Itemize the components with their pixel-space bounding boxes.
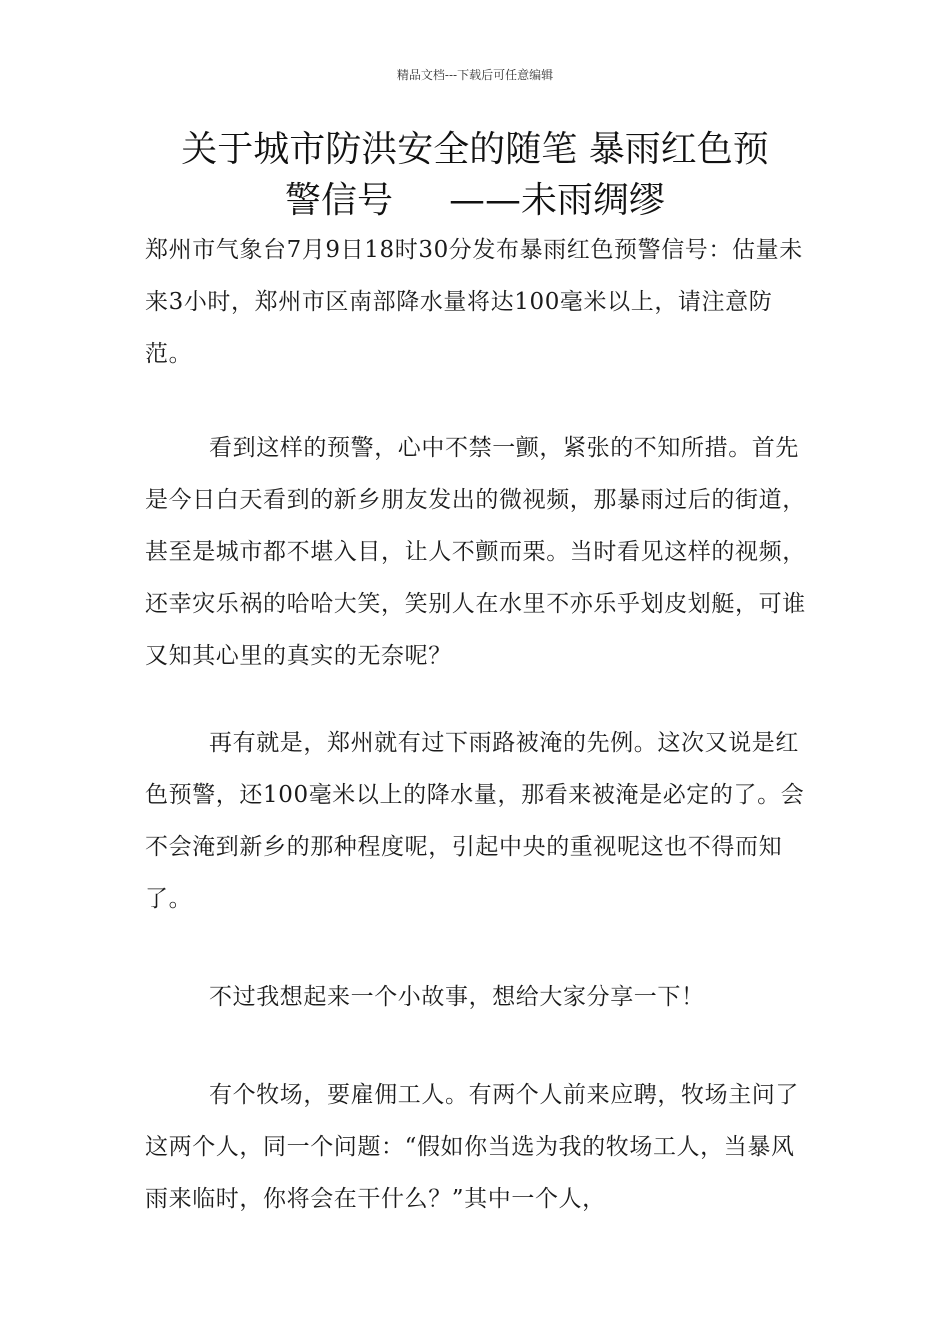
paragraph-3: 再有就是，郑州就有过下雨路被淹的先例。这次又说是红色预警，还100毫米以上的降水量，那看来被淹是必定的了。会不会淹到新乡的那种程度呢，引起中央的重视呢这也不得而知了。 xyxy=(145,730,805,912)
title-line-2-part-a: 警信号 xyxy=(284,180,393,221)
title-line-2 xyxy=(140,175,810,226)
paragraph-4: 不过我想起来一个小故事，想给大家分享一下！ xyxy=(209,984,705,1010)
paragraph-5: 有个牧场，要雇佣工人。有两个人前来应聘，牧场主问了这两个人，同一个问题：“假如你当选为我的牧场工人，当暴风雨来临时，你将会在干什么？”其中一个人， xyxy=(145,1082,799,1212)
title-line-1: 关于城市防洪安全的随笔 暴雨红色预 xyxy=(181,129,769,170)
title-line-2-part-b: ——未雨绸缪 xyxy=(449,180,666,221)
header-note: 精品文档---下载后可任意编辑 xyxy=(396,68,554,82)
paragraph-1: 郑州市气象台7月9日18时30分发布暴雨红色预警信号：估量未来3小时，郑州市区南部降水量将达100毫米以上，请注意防范。 xyxy=(145,237,803,367)
document-title xyxy=(140,124,810,226)
paragraph-2: 看到这样的预警，心中不禁一颤，紧张的不知所措。首先是今日白天看到的新乡朋友发出的微视频，那暴雨过后的街道，甚至是城市都不堪入目，让人不颤而栗。当时看见这样的视频，还幸灾乐祸的哈哈大笑，笑别人在水里不亦乐乎划皮划艇，可谁又知其心里的真实的无奈呢？ xyxy=(145,435,806,669)
